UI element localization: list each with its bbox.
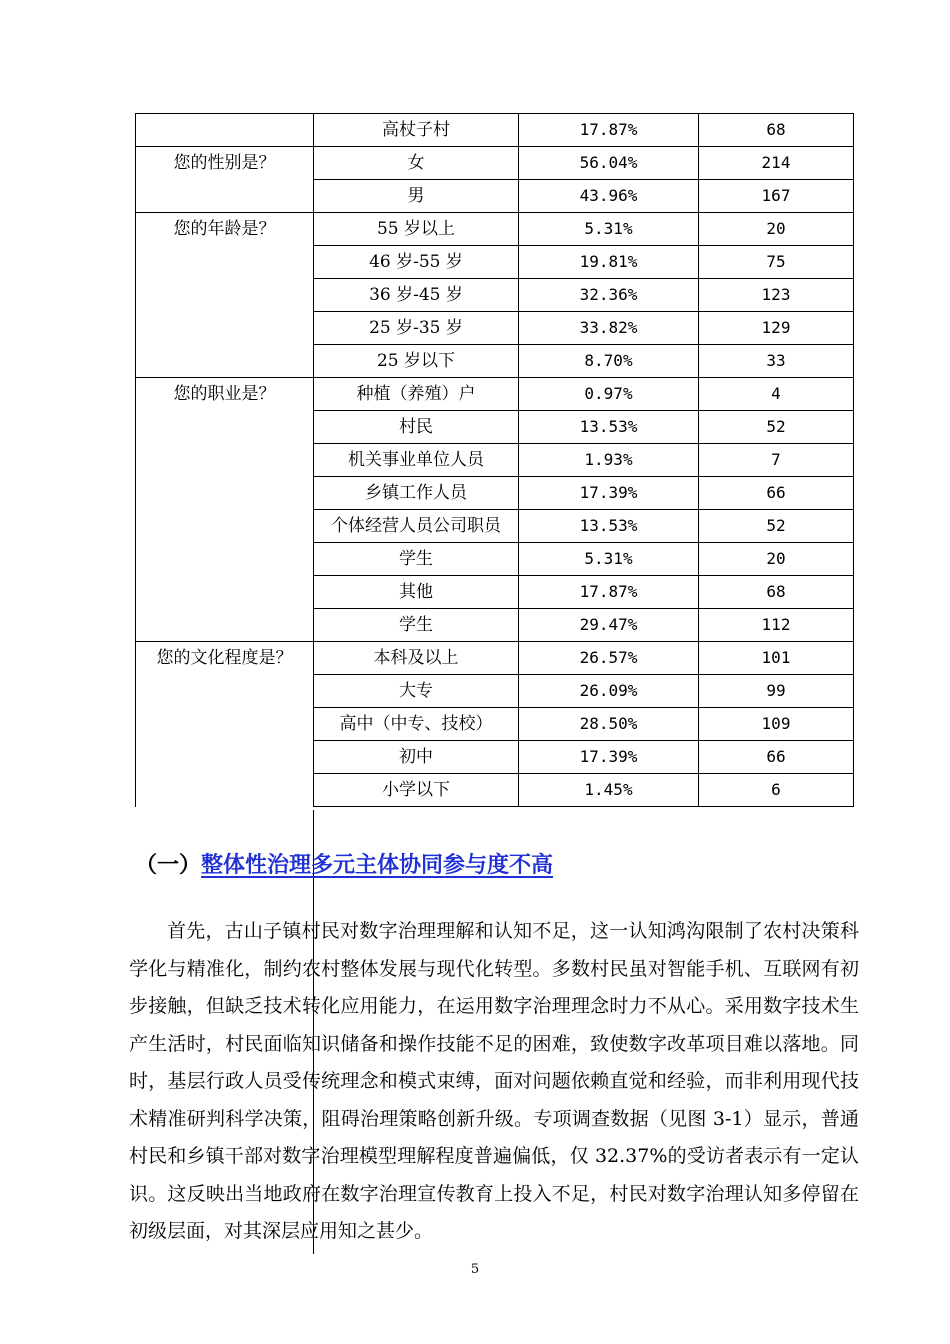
count-cell: 6 (699, 774, 854, 807)
percent-cell: 17.87% (519, 576, 699, 609)
option-cell: 男 (314, 180, 519, 213)
count-cell: 167 (699, 180, 854, 213)
count-cell: 68 (699, 114, 854, 147)
percent-cell: 17.87% (519, 114, 699, 147)
option-cell: 46 岁-55 岁 (314, 246, 519, 279)
percent-cell: 0.97% (519, 378, 699, 411)
option-cell: 25 岁以下 (314, 345, 519, 378)
section-heading (135, 848, 553, 884)
count-cell: 20 (699, 543, 854, 576)
option-cell: 机关事业单位人员 (314, 444, 519, 477)
table-row (136, 147, 854, 180)
option-cell: 36 岁-45 岁 (314, 279, 519, 312)
percent-cell: 33.82% (519, 312, 699, 345)
percent-cell: 13.53% (519, 510, 699, 543)
page-number: 5 (470, 1262, 480, 1277)
percent-cell: 32.36% (519, 279, 699, 312)
percent-cell: 26.57% (519, 642, 699, 675)
section-number: （一） (135, 853, 202, 878)
count-cell: 129 (699, 312, 854, 345)
count-cell: 66 (699, 477, 854, 510)
percent-cell: 26.09% (519, 675, 699, 708)
percent-cell: 5.31% (519, 543, 699, 576)
count-cell: 75 (699, 246, 854, 279)
percent-cell: 17.39% (519, 477, 699, 510)
section-title-link[interactable]: 整体性治理多元主体协同参与度不高 (201, 853, 554, 878)
percent-cell: 19.81% (519, 246, 699, 279)
percent-cell: 5.31% (519, 213, 699, 246)
count-cell: 7 (699, 444, 854, 477)
option-cell: 初中 (314, 741, 519, 774)
body-paragraph: 首先，古山子镇村民对数字治理理解和认知不足，这一认知鸿沟限制了农村决策科学化与精准化，制约农村整体发展与现代化转型。多数村民虽对智能手机、互联网有初步接触，但缺乏技术转化应用能力，在运用数字治理理念时力不从心。采用数字技术生产生活时，村民面临知识储备和操作技能不足的困难，致使数字改革项目难以落地。同时，基层行政人员受传统理念和模式束缚，面对问题依赖直觉和经验，而非利用现代技术精准研判科学决策，阻碍治理策略创新升级。专项调查数据（见图 3-1）显示，普通村民和乡镇干部对数字治理模型理解程度普遍偏低，仅 32.37%的受访者表示有一定认识。这反映出当地政府在数字治理宣传教育上投入不足，村民对数字治理认知多停留在初级层面，对其深层应用知之甚少。 (129, 920, 859, 1242)
percent-cell: 29.47% (519, 609, 699, 642)
count-cell: 68 (699, 576, 854, 609)
percent-cell: 1.93% (519, 444, 699, 477)
count-cell: 112 (699, 609, 854, 642)
option-cell: 小学以下 (314, 774, 519, 807)
survey-table (135, 113, 854, 807)
option-cell: 55 岁以上 (314, 213, 519, 246)
option-cell: 本科及以上 (314, 642, 519, 675)
count-cell: 4 (699, 378, 854, 411)
percent-cell: 13.53% (519, 411, 699, 444)
count-cell: 33 (699, 345, 854, 378)
option-cell: 其他 (314, 576, 519, 609)
option-cell: 学生 (314, 609, 519, 642)
count-cell: 214 (699, 147, 854, 180)
percent-cell: 1.45% (519, 774, 699, 807)
option-cell: 村民 (314, 411, 519, 444)
question-cell: 您的职业是？ (136, 378, 314, 642)
option-cell: 大专 (314, 675, 519, 708)
question-cell (136, 114, 314, 147)
question-cell: 您的性别是？ (136, 147, 314, 213)
option-cell: 种植（养殖）户 (314, 378, 519, 411)
question-cell: 您的文化程度是？ (136, 642, 314, 807)
count-cell: 20 (699, 213, 854, 246)
percent-cell: 43.96% (519, 180, 699, 213)
table-row (136, 642, 854, 675)
count-cell: 52 (699, 510, 854, 543)
count-cell: 99 (699, 675, 854, 708)
option-cell: 高中（中专、技校） (314, 708, 519, 741)
percent-cell: 8.70% (519, 345, 699, 378)
option-cell: 学生 (314, 543, 519, 576)
survey-table-body (136, 114, 854, 807)
count-cell: 52 (699, 411, 854, 444)
count-cell: 109 (699, 708, 854, 741)
count-cell: 66 (699, 741, 854, 774)
table-row (136, 114, 854, 147)
question-cell: 您的年龄是？ (136, 213, 314, 378)
option-cell: 乡镇工作人员 (314, 477, 519, 510)
table-row (136, 378, 854, 411)
option-cell: 高杖子村 (314, 114, 519, 147)
option-cell: 25 岁-35 岁 (314, 312, 519, 345)
table-row (136, 213, 854, 246)
percent-cell: 56.04% (519, 147, 699, 180)
count-cell: 123 (699, 279, 854, 312)
count-cell: 101 (699, 642, 854, 675)
option-cell: 女 (314, 147, 519, 180)
percent-cell: 17.39% (519, 741, 699, 774)
option-cell: 个体经营人员公司职员 (314, 510, 519, 543)
percent-cell: 28.50% (519, 708, 699, 741)
